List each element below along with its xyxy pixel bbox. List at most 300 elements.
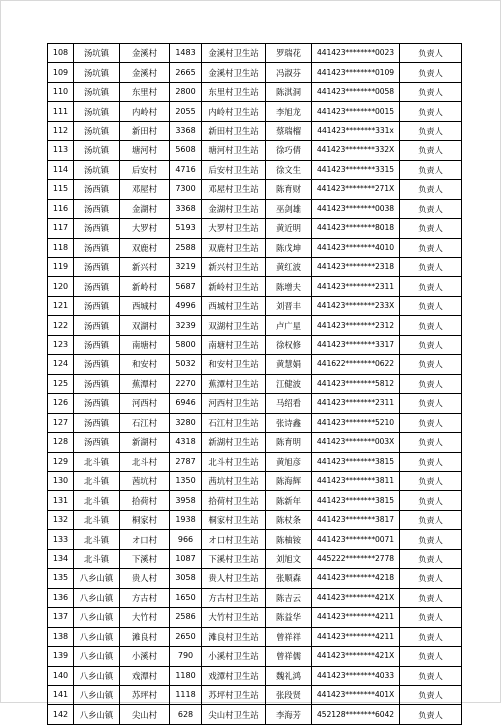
village-cell: 桐家村 xyxy=(120,510,170,529)
id-number-cell: 441423********0058 xyxy=(312,82,400,101)
id-number-cell: 441423********3315 xyxy=(312,160,400,179)
village-cell: 南塘村 xyxy=(120,335,170,354)
person-name-cell: 冯淑芬 xyxy=(266,63,312,82)
population-cell: 2650 xyxy=(170,627,202,646)
village-cell: 方古村 xyxy=(120,588,170,607)
population-cell: 1650 xyxy=(170,588,202,607)
village-cell: 大罗村 xyxy=(120,219,170,238)
role-cell: 负责人 xyxy=(400,588,462,607)
table-row xyxy=(48,102,462,121)
person-name-cell: 刘晋丰 xyxy=(266,296,312,315)
health-station-cell: 小溪村卫生站 xyxy=(202,647,266,666)
health-station-cell: 茜坑村卫生站 xyxy=(202,471,266,490)
role-cell: 负责人 xyxy=(400,471,462,490)
village-cell: 蕉潭村 xyxy=(120,374,170,393)
person-name-cell: 罗瑞花 xyxy=(266,44,312,63)
id-number-cell: 441423********3317 xyxy=(312,335,400,354)
health-station-cell: 和安村卫生站 xyxy=(202,355,266,374)
person-name-cell: 黄近明 xyxy=(266,219,312,238)
town-cell: 汤西镇 xyxy=(74,413,120,432)
person-name-cell: 陈柚铵 xyxy=(266,530,312,549)
town-cell: 八乡山镇 xyxy=(74,588,120,607)
population-cell: 6946 xyxy=(170,394,202,413)
table-row xyxy=(48,355,462,374)
health-station-cell: 南塘村卫生站 xyxy=(202,335,266,354)
health-station-cell: 金溪村卫生站 xyxy=(202,63,266,82)
village-cell: 东里村 xyxy=(120,82,170,101)
population-cell: 2055 xyxy=(170,102,202,121)
person-name-cell: 徐巧倩 xyxy=(266,141,312,160)
person-name-cell: 马绍看 xyxy=(266,394,312,413)
person-name-cell: 张段贤 xyxy=(266,685,312,704)
health-station-cell: 蕉潭村卫生站 xyxy=(202,374,266,393)
village-cell: 塘河村 xyxy=(120,141,170,160)
role-cell: 负责人 xyxy=(400,433,462,452)
population-cell: 3219 xyxy=(170,257,202,276)
health-station-cell: 内岭村卫生站 xyxy=(202,102,266,121)
population-cell: 1483 xyxy=(170,44,202,63)
table-row xyxy=(48,588,462,607)
population-cell: 1118 xyxy=(170,685,202,704)
health-station-cell: 后安村卫生站 xyxy=(202,160,266,179)
town-cell: 汤西镇 xyxy=(74,394,120,413)
village-cell: 大竹村 xyxy=(120,608,170,627)
id-number-cell: 441423********2311 xyxy=(312,394,400,413)
role-cell: 负责人 xyxy=(400,63,462,82)
health-station-cell: 塘河村卫生站 xyxy=(202,141,266,160)
table-row xyxy=(48,491,462,510)
table-row xyxy=(48,316,462,335)
role-cell: 负责人 xyxy=(400,608,462,627)
id-number-cell: 441423********4010 xyxy=(312,238,400,257)
health-station-cell: 新田村卫生站 xyxy=(202,121,266,140)
population-cell: 2800 xyxy=(170,82,202,101)
id-number-cell: 441423********0109 xyxy=(312,63,400,82)
population-cell: 3368 xyxy=(170,121,202,140)
table-row xyxy=(48,199,462,218)
role-cell: 负责人 xyxy=(400,257,462,276)
row-number-cell: 116 xyxy=(48,199,74,218)
row-number-cell: 113 xyxy=(48,141,74,160)
town-cell: 汤西镇 xyxy=(74,238,120,257)
health-station-cell: 大罗村卫生站 xyxy=(202,219,266,238)
town-cell: 汤西镇 xyxy=(74,180,120,199)
role-cell: 负责人 xyxy=(400,647,462,666)
population-cell: 2586 xyxy=(170,608,202,627)
person-name-cell: 巫剑雄 xyxy=(266,199,312,218)
table-row xyxy=(48,433,462,452)
health-station-cell: 新湖村卫生站 xyxy=(202,433,266,452)
population-cell: 790 xyxy=(170,647,202,666)
id-number-cell: 441423********2312 xyxy=(312,316,400,335)
id-number-cell: 441423********332X xyxy=(312,141,400,160)
id-number-cell: 441423********003X xyxy=(312,433,400,452)
row-number-cell: 133 xyxy=(48,530,74,549)
town-cell: 汤西镇 xyxy=(74,296,120,315)
id-number-cell: 441423********0038 xyxy=(312,199,400,218)
role-cell: 负责人 xyxy=(400,685,462,704)
health-station-cell: 方古村卫生站 xyxy=(202,588,266,607)
table-row xyxy=(48,180,462,199)
health-station-cell: 滩良村卫生站 xyxy=(202,627,266,646)
village-cell: 拾荷村 xyxy=(120,491,170,510)
person-name-cell: 陈新年 xyxy=(266,491,312,510)
table-row xyxy=(48,82,462,101)
row-number-cell: 141 xyxy=(48,685,74,704)
table-row xyxy=(48,666,462,685)
row-number-cell: 119 xyxy=(48,257,74,276)
person-name-cell: 魏礼鸿 xyxy=(266,666,312,685)
population-cell: 5032 xyxy=(170,355,202,374)
town-cell: 八乡山镇 xyxy=(74,608,120,627)
town-cell: 汤坑镇 xyxy=(74,102,120,121)
village-cell: 新兴村 xyxy=(120,257,170,276)
role-cell: 负责人 xyxy=(400,277,462,296)
row-number-cell: 132 xyxy=(48,510,74,529)
town-cell: 汤西镇 xyxy=(74,355,120,374)
health-station-cell: 东里村卫生站 xyxy=(202,82,266,101)
id-number-cell: 441423********4211 xyxy=(312,608,400,627)
town-cell: 北斗镇 xyxy=(74,549,120,568)
person-name-cell: 张顺森 xyxy=(266,569,312,588)
health-station-cell: 北斗村卫生站 xyxy=(202,452,266,471)
village-cell: 双鹿村 xyxy=(120,238,170,257)
health-station-cell: 金溪村卫生站 xyxy=(202,44,266,63)
person-name-cell: 曾祥儒 xyxy=(266,647,312,666)
health-station-cell: 桐家村卫生站 xyxy=(202,510,266,529)
row-number-cell: 126 xyxy=(48,394,74,413)
person-name-cell: 陈增夫 xyxy=(266,277,312,296)
health-station-cell: 尖山村卫生站 xyxy=(202,705,266,724)
village-cell: 后安村 xyxy=(120,160,170,179)
role-cell: 负责人 xyxy=(400,180,462,199)
population-cell: 1938 xyxy=(170,510,202,529)
id-number-cell: 441423********8018 xyxy=(312,219,400,238)
role-cell: 负责人 xyxy=(400,141,462,160)
village-cell: 西城村 xyxy=(120,296,170,315)
row-number-cell: 123 xyxy=(48,335,74,354)
health-station-cell: 金湖村卫生站 xyxy=(202,199,266,218)
population-cell: 1350 xyxy=(170,471,202,490)
health-station-cell: 新岭村卫生站 xyxy=(202,277,266,296)
population-cell: 5687 xyxy=(170,277,202,296)
village-cell: 邓屋村 xyxy=(120,180,170,199)
population-cell: 5193 xyxy=(170,219,202,238)
health-station-cell: 新兴村卫生站 xyxy=(202,257,266,276)
role-cell: 负责人 xyxy=(400,413,462,432)
population-cell: 3239 xyxy=(170,316,202,335)
village-cell: オ口村 xyxy=(120,530,170,549)
id-number-cell: 441423********4033 xyxy=(312,666,400,685)
health-station-cell: 石江村卫生站 xyxy=(202,413,266,432)
village-cell: 小溪村 xyxy=(120,647,170,666)
role-cell: 负责人 xyxy=(400,335,462,354)
role-cell: 负责人 xyxy=(400,44,462,63)
role-cell: 负责人 xyxy=(400,705,462,724)
town-cell: 八乡山镇 xyxy=(74,627,120,646)
village-cell: 贵人村 xyxy=(120,569,170,588)
village-cell: 金湖村 xyxy=(120,199,170,218)
town-cell: 北斗镇 xyxy=(74,471,120,490)
person-name-cell: 陈杖条 xyxy=(266,510,312,529)
role-cell: 负责人 xyxy=(400,160,462,179)
village-cell: 河西村 xyxy=(120,394,170,413)
person-name-cell: 蔡瑞榴 xyxy=(266,121,312,140)
health-station-cell: 贵人村卫生站 xyxy=(202,569,266,588)
town-cell: 汤西镇 xyxy=(74,335,120,354)
population-cell: 2665 xyxy=(170,63,202,82)
row-number-cell: 140 xyxy=(48,666,74,685)
town-cell: 汤西镇 xyxy=(74,199,120,218)
id-number-cell: 441423********2318 xyxy=(312,257,400,276)
town-cell: 汤西镇 xyxy=(74,219,120,238)
table-row xyxy=(48,394,462,413)
person-name-cell: 李旭龙 xyxy=(266,102,312,121)
table-row xyxy=(48,296,462,315)
id-number-cell: 441622********0622 xyxy=(312,355,400,374)
id-number-cell: 441423********2311 xyxy=(312,277,400,296)
population-cell: 4716 xyxy=(170,160,202,179)
table-row xyxy=(48,413,462,432)
table-row xyxy=(48,452,462,471)
town-cell: 汤坑镇 xyxy=(74,44,120,63)
population-cell: 3280 xyxy=(170,413,202,432)
row-number-cell: 135 xyxy=(48,569,74,588)
role-cell: 负责人 xyxy=(400,569,462,588)
health-station-cell: 戏潭村卫生站 xyxy=(202,666,266,685)
table-row xyxy=(48,569,462,588)
village-cell: 新田村 xyxy=(120,121,170,140)
person-name-cell: 江健波 xyxy=(266,374,312,393)
row-number-cell: 121 xyxy=(48,296,74,315)
person-name-cell: 曾祥祥 xyxy=(266,627,312,646)
person-name-cell: 陈淇洞 xyxy=(266,82,312,101)
id-number-cell: 441423********271X xyxy=(312,180,400,199)
role-cell: 负责人 xyxy=(400,296,462,315)
id-number-cell: 441423********3815 xyxy=(312,452,400,471)
row-number-cell: 137 xyxy=(48,608,74,627)
person-name-cell: 陈育财 xyxy=(266,180,312,199)
table-row xyxy=(48,530,462,549)
role-cell: 负责人 xyxy=(400,199,462,218)
role-cell: 负责人 xyxy=(400,394,462,413)
id-number-cell: 441423********3817 xyxy=(312,510,400,529)
id-number-cell: 441423********4218 xyxy=(312,569,400,588)
role-cell: 负责人 xyxy=(400,666,462,685)
id-number-cell: 441423********4211 xyxy=(312,627,400,646)
town-cell: 八乡山镇 xyxy=(74,647,120,666)
role-cell: 负责人 xyxy=(400,238,462,257)
population-cell: 2270 xyxy=(170,374,202,393)
person-name-cell: 陈育明 xyxy=(266,433,312,452)
population-cell: 2588 xyxy=(170,238,202,257)
town-cell: 北斗镇 xyxy=(74,491,120,510)
table-row xyxy=(48,44,462,63)
village-cell: 茜坑村 xyxy=(120,471,170,490)
table-row xyxy=(48,63,462,82)
row-number-cell: 112 xyxy=(48,121,74,140)
table-row xyxy=(48,685,462,704)
table-row xyxy=(48,160,462,179)
id-number-cell: 452128********6042 xyxy=(312,705,400,724)
health-station-cell: 下溪村卫生站 xyxy=(202,549,266,568)
role-cell: 负责人 xyxy=(400,82,462,101)
table-row xyxy=(48,608,462,627)
table-row xyxy=(48,705,462,724)
population-cell: 4318 xyxy=(170,433,202,452)
person-name-cell: 陈海辉 xyxy=(266,471,312,490)
row-number-cell: 120 xyxy=(48,277,74,296)
town-cell: 八乡山镇 xyxy=(74,705,120,724)
table-row xyxy=(48,510,462,529)
row-number-cell: 122 xyxy=(48,316,74,335)
town-cell: 北斗镇 xyxy=(74,510,120,529)
id-number-cell: 441423********0023 xyxy=(312,44,400,63)
person-name-cell: 黄慧娟 xyxy=(266,355,312,374)
town-cell: 汤坑镇 xyxy=(74,141,120,160)
table-row xyxy=(48,257,462,276)
population-cell: 2787 xyxy=(170,452,202,471)
row-number-cell: 128 xyxy=(48,433,74,452)
row-number-cell: 127 xyxy=(48,413,74,432)
town-cell: 八乡山镇 xyxy=(74,569,120,588)
population-cell: 966 xyxy=(170,530,202,549)
health-station-cell: 拾荷村卫生站 xyxy=(202,491,266,510)
village-cell: 和安村 xyxy=(120,355,170,374)
population-cell: 1180 xyxy=(170,666,202,685)
town-cell: 八乡山镇 xyxy=(74,666,120,685)
village-cell: 内岭村 xyxy=(120,102,170,121)
role-cell: 负责人 xyxy=(400,549,462,568)
row-number-cell: 134 xyxy=(48,549,74,568)
population-cell: 4996 xyxy=(170,296,202,315)
town-cell: 汤西镇 xyxy=(74,433,120,452)
person-name-cell: 黄红波 xyxy=(266,257,312,276)
role-cell: 负责人 xyxy=(400,355,462,374)
town-cell: 汤坑镇 xyxy=(74,121,120,140)
row-number-cell: 136 xyxy=(48,588,74,607)
table-row xyxy=(48,647,462,666)
id-number-cell: 441423********401X xyxy=(312,685,400,704)
row-number-cell: 131 xyxy=(48,491,74,510)
role-cell: 负责人 xyxy=(400,510,462,529)
row-number-cell: 142 xyxy=(48,705,74,724)
id-number-cell: 441423********5210 xyxy=(312,413,400,432)
health-station-cell: 双湖村卫生站 xyxy=(202,316,266,335)
town-cell: 北斗镇 xyxy=(74,530,120,549)
role-cell: 负责人 xyxy=(400,452,462,471)
village-cell: 新岭村 xyxy=(120,277,170,296)
person-name-cell: 陈吉云 xyxy=(266,588,312,607)
village-cell: 金溪村 xyxy=(120,44,170,63)
table-row xyxy=(48,627,462,646)
health-station-cell: 苏坪村卫生站 xyxy=(202,685,266,704)
village-cell: 尖山村 xyxy=(120,705,170,724)
id-number-cell: 441423********331x xyxy=(312,121,400,140)
health-station-cell: 双鹿村卫生站 xyxy=(202,238,266,257)
village-cell: 金溪村 xyxy=(120,63,170,82)
row-number-cell: 125 xyxy=(48,374,74,393)
row-number-cell: 115 xyxy=(48,180,74,199)
row-number-cell: 118 xyxy=(48,238,74,257)
population-cell: 5608 xyxy=(170,141,202,160)
health-station-roster-table xyxy=(47,43,462,725)
town-cell: 汤西镇 xyxy=(74,316,120,335)
table-row xyxy=(48,141,462,160)
population-cell: 5800 xyxy=(170,335,202,354)
person-name-cell: 卢广星 xyxy=(266,316,312,335)
town-cell: 汤坑镇 xyxy=(74,160,120,179)
person-name-cell: 陈益华 xyxy=(266,608,312,627)
role-cell: 负责人 xyxy=(400,219,462,238)
health-station-cell: 大竹村卫生站 xyxy=(202,608,266,627)
town-cell: 八乡山镇 xyxy=(74,685,120,704)
population-cell: 3058 xyxy=(170,569,202,588)
person-name-cell: 徐文生 xyxy=(266,160,312,179)
table-row xyxy=(48,121,462,140)
population-cell: 3958 xyxy=(170,491,202,510)
person-name-cell: 陈戊坤 xyxy=(266,238,312,257)
town-cell: 汤西镇 xyxy=(74,257,120,276)
role-cell: 负责人 xyxy=(400,121,462,140)
town-cell: 汤西镇 xyxy=(74,277,120,296)
role-cell: 负责人 xyxy=(400,102,462,121)
table-row xyxy=(48,277,462,296)
village-cell: 双湖村 xyxy=(120,316,170,335)
population-cell: 1087 xyxy=(170,549,202,568)
row-number-cell: 138 xyxy=(48,627,74,646)
person-name-cell: 刘旭文 xyxy=(266,549,312,568)
person-name-cell: 李海芳 xyxy=(266,705,312,724)
row-number-cell: 110 xyxy=(48,82,74,101)
person-name-cell: 黄旭彦 xyxy=(266,452,312,471)
row-number-cell: 108 xyxy=(48,44,74,63)
row-number-cell: 130 xyxy=(48,471,74,490)
role-cell: 负责人 xyxy=(400,316,462,335)
row-number-cell: 117 xyxy=(48,219,74,238)
town-cell: 汤坑镇 xyxy=(74,82,120,101)
village-cell: 滩良村 xyxy=(120,627,170,646)
population-cell: 628 xyxy=(170,705,202,724)
row-number-cell: 139 xyxy=(48,647,74,666)
town-cell: 汤坑镇 xyxy=(74,63,120,82)
village-cell: 北斗村 xyxy=(120,452,170,471)
table-row xyxy=(48,219,462,238)
row-number-cell: 129 xyxy=(48,452,74,471)
village-cell: 下溪村 xyxy=(120,549,170,568)
id-number-cell: 441423********5812 xyxy=(312,374,400,393)
role-cell: 负责人 xyxy=(400,530,462,549)
id-number-cell: 441423********3811 xyxy=(312,471,400,490)
village-cell: 戏潭村 xyxy=(120,666,170,685)
table-row xyxy=(48,335,462,354)
population-cell: 7300 xyxy=(170,180,202,199)
town-cell: 北斗镇 xyxy=(74,452,120,471)
person-name-cell: 张诗鑫 xyxy=(266,413,312,432)
id-number-cell: 441423********421X xyxy=(312,647,400,666)
id-number-cell: 441423********233X xyxy=(312,296,400,315)
village-cell: 新湖村 xyxy=(120,433,170,452)
health-station-cell: 河西村卫生站 xyxy=(202,394,266,413)
id-number-cell: 441423********0015 xyxy=(312,102,400,121)
health-station-cell: 邓屋村卫生站 xyxy=(202,180,266,199)
id-number-cell: 441423********0071 xyxy=(312,530,400,549)
table-row xyxy=(48,374,462,393)
population-cell: 3368 xyxy=(170,199,202,218)
person-name-cell: 徐权修 xyxy=(266,335,312,354)
row-number-cell: 124 xyxy=(48,355,74,374)
table-row xyxy=(48,549,462,568)
